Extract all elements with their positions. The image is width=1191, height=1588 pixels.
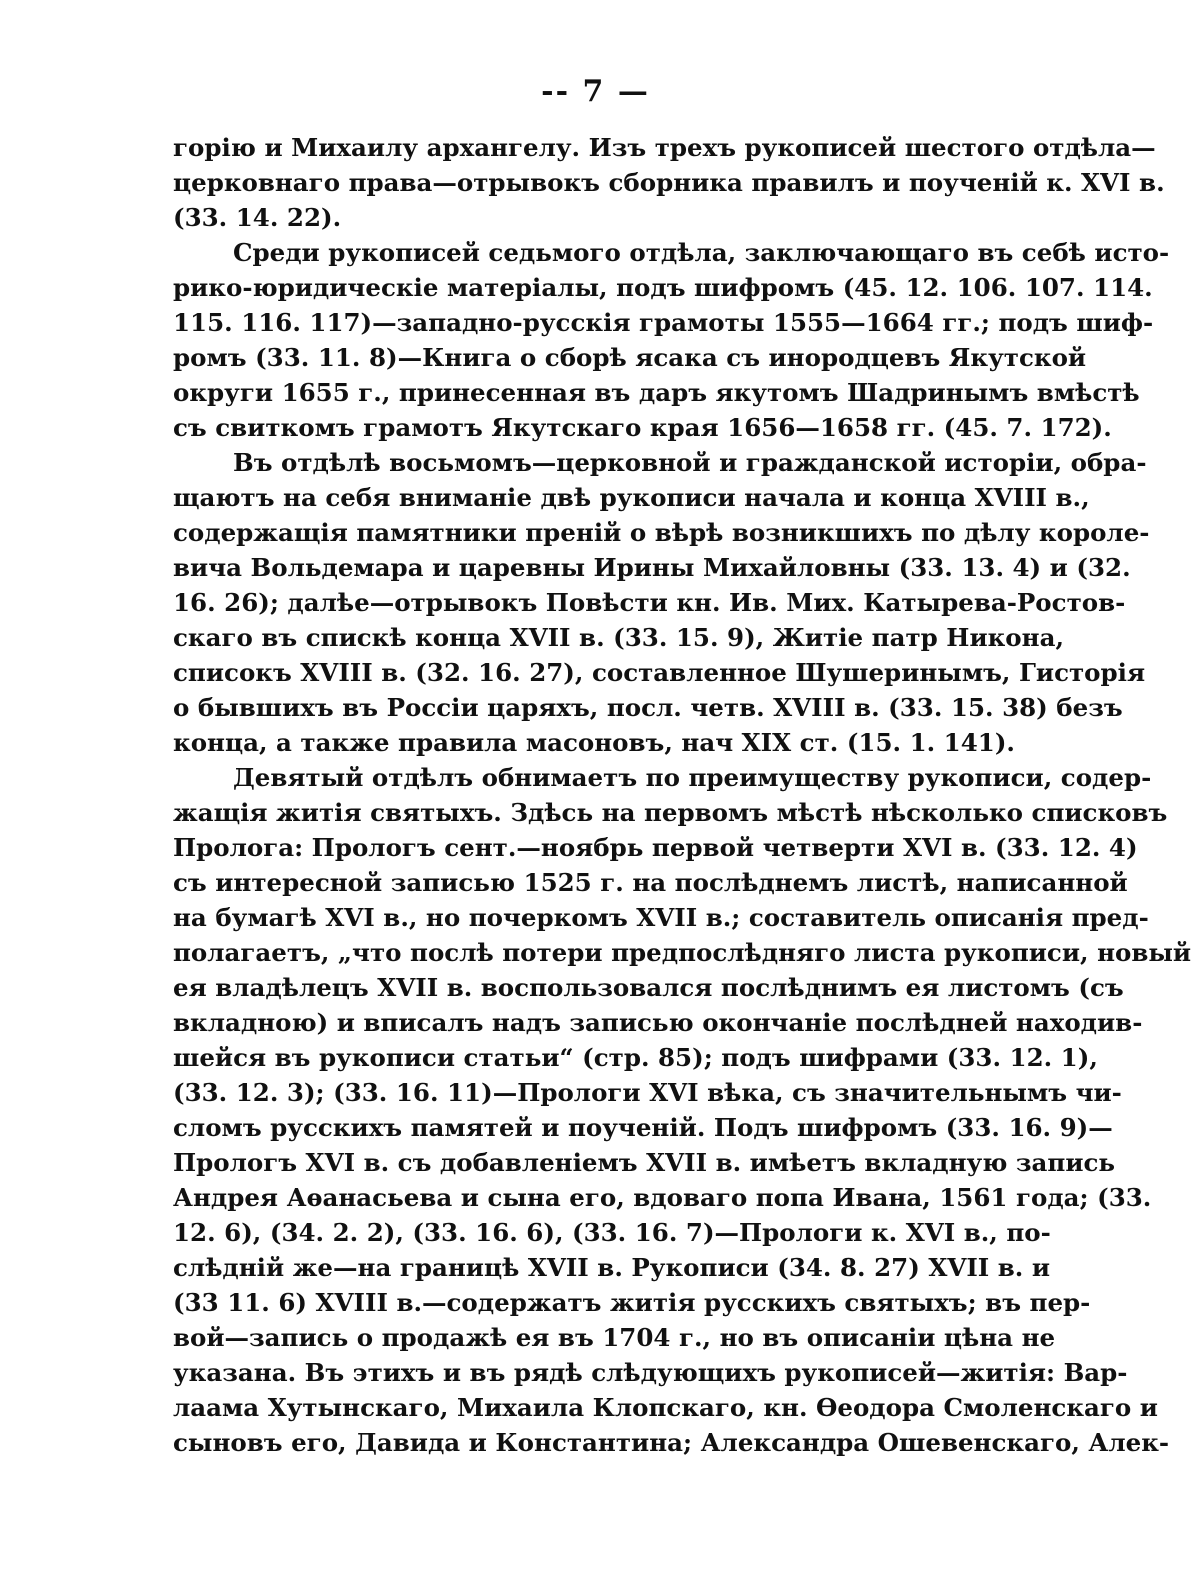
- text-line: Пролога: Прологъ сент.—ноябрь первой четверти XVI в. (33. 12. 4): [173, 833, 1138, 862]
- text-line: на бумагѣ XVI в., но почеркомъ XVII в.; составитель описанія пред-: [173, 903, 1149, 932]
- text-line: съ свиткомъ грамотъ Якутскаго края 1656—1658 гг. (45. 7. 172).: [173, 413, 1112, 442]
- text-line: жащія житія святыхъ. Здѣсь на первомъ мѣстѣ нѣсколько списковъ: [173, 798, 1168, 827]
- text-line: (33 11. 6) XVIII в.—содержатъ житія русскихъ святыхъ; въ пер-: [173, 1288, 1091, 1317]
- paragraph-3: [173, 445, 1150, 760]
- text-line: вкладною) и вписалъ надъ записью окончаніе послѣдней находив-: [173, 1008, 1143, 1037]
- text-line: ея владѣлецъ XVII в. воспользовался послѣднимъ ея листомъ (съ: [173, 973, 1124, 1002]
- text-line: вой—запись о продажѣ ея въ 1704 г., но въ описаніи цѣна не: [173, 1323, 1056, 1352]
- text-line: округи 1655 г., принесенная въ даръ якутомъ Шадринымъ вмѣстѣ: [173, 378, 1140, 407]
- text-line: Девятый отдѣлъ обнимаетъ по преимуществу рукописи, содер-: [233, 763, 1152, 792]
- text-line: 16. 26); далѣе—отрывокъ Повѣсти кн. Ив. Мих. Катырева-Ростов-: [173, 588, 1126, 617]
- text-line: церковнаго права—отрывокъ сборника правилъ и поученій к. XVI в.: [173, 168, 1165, 197]
- text-line: Въ отдѣлѣ восьмомъ—церковной и гражданской исторіи, обра-: [233, 448, 1147, 477]
- text-line: скаго въ спискѣ конца XVII в. (33. 15. 9), Житіе патр Никона,: [173, 623, 1064, 652]
- text-line: рико-юридическіе матеріалы, подъ шифромъ (45. 12. 106. 107. 114.: [173, 273, 1153, 302]
- text-line: (33. 14. 22).: [173, 203, 342, 232]
- page-number: -- 7 —: [541, 74, 650, 109]
- paragraph-1: [173, 130, 1165, 235]
- paragraph-2: [173, 235, 1170, 445]
- text-line: 12. 6), (34. 2. 2), (33. 16. 6), (33. 16. 7)—Прологи к. XVI в., по-: [173, 1218, 1051, 1247]
- paragraph-4: [173, 760, 1191, 1460]
- text-line: Среди рукописей седьмого отдѣла, заключающаго въ себѣ исто-: [233, 238, 1170, 267]
- text-line: вича Вольдемара и царевны Ирины Михайловны (33. 13. 4) и (32.: [173, 553, 1131, 582]
- text-line: слѣдній же—на границѣ XVII в. Рукописи (34. 8. 27) XVII в. и: [173, 1253, 1051, 1282]
- text-line: сыновъ его, Давида и Константина; Александра Ошевенскаго, Алек-: [173, 1428, 1170, 1457]
- text-line: указана. Въ этихъ и въ рядѣ слѣдующихъ рукописей—житія: Вар-: [173, 1358, 1128, 1387]
- text-line: содержащія памятники преній о вѣрѣ возникшихъ по дѣлу короле-: [173, 518, 1150, 547]
- text-line: о бывшихъ въ Россіи царяхъ, посл. четв. XVIII в. (33. 15. 38) безъ: [173, 693, 1123, 722]
- text-line: сломъ русскихъ памятей и поученій. Подъ шифромъ (33. 16. 9)—: [173, 1113, 1113, 1142]
- text-line: щаютъ на себя вниманіе двѣ рукописи начала и конца XVIII в.,: [173, 483, 1090, 512]
- text-line: конца, а также правила масоновъ, нач XIX ст. (15. 1. 141).: [173, 728, 1015, 757]
- text-line: лаама Хутынскаго, Михаила Клопскаго, кн. Ѳеодора Смоленскаго и: [173, 1393, 1158, 1422]
- text-line: горію и Михаилу архангелу. Изъ трехъ рукописей шестого отдѣла—: [173, 133, 1156, 162]
- text-line: списокъ XVIII в. (32. 16. 27), составленное Шушеринымъ, Гисторія: [173, 658, 1146, 687]
- text-line: 115. 116. 117)—западно-русскія грамоты 1555—1664 гг.; подъ шиф-: [173, 308, 1154, 337]
- text-line: Андрея Аѳанасьева и сына его, вдоваго попа Ивана, 1561 года; (33.: [173, 1183, 1152, 1212]
- text-line: (33. 12. 3); (33. 16. 11)—Прологи XVI вѣка, съ значительнымъ чи-: [173, 1078, 1122, 1107]
- text-line: шейся въ рукописи статьи“ (стр. 85); подъ шифрами (33. 12. 1),: [173, 1043, 1098, 1072]
- body-text: [173, 130, 1191, 1460]
- text-line: Прологъ XVI в. съ добавленіемъ XVII в. имѣетъ вкладную запись: [173, 1148, 1116, 1177]
- text-line: съ интересной записью 1525 г. на послѣднемъ листѣ, написанной: [173, 868, 1128, 897]
- text-line: полагаетъ, „что послѣ потери предпослѣдняго листа рукописи, новый: [173, 938, 1191, 967]
- text-line: ромъ (33. 11. 8)—Книга о сборѣ ясака съ инородцевъ Якутской: [173, 343, 1087, 372]
